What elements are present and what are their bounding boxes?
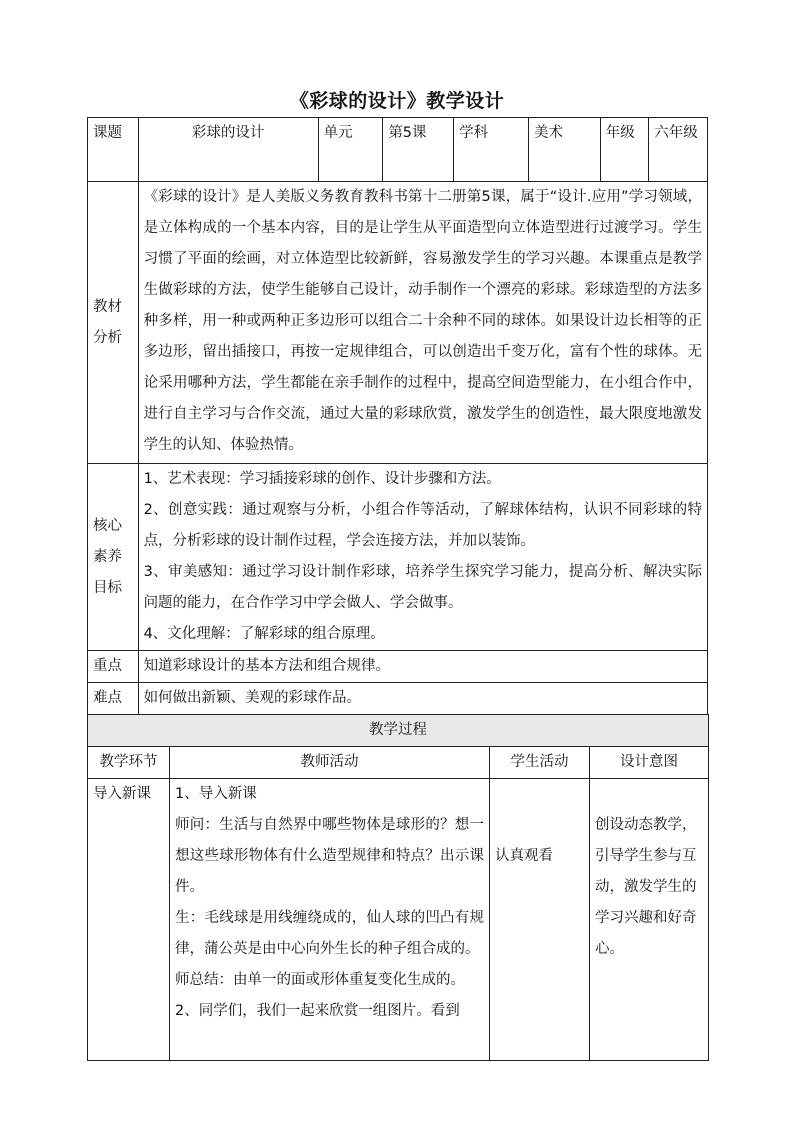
process-columns-row	[88, 747, 709, 779]
difficulty-label: 难点	[88, 683, 139, 715]
course-label: 课题	[88, 118, 139, 182]
goal-item: 3、审美感知：通过学习设计制作彩球，培养学生探究学习能力，提高分析、解决实际问题的能力，在合作学习中学会做人、学会做事。	[143, 564, 702, 611]
process-header-row	[88, 715, 709, 747]
process-header: 教学过程	[88, 715, 709, 747]
column-teacher: 教师活动	[170, 747, 490, 779]
document-title: 《彩球的设计》教学设计	[289, 90, 505, 112]
student-activity-text: 认真观看	[495, 848, 553, 864]
info-table	[87, 117, 708, 715]
teacher-activity-item: 师总结：由单一的面或形体重复变化生成的。	[175, 972, 465, 988]
course-value: 彩球的设计	[138, 118, 318, 182]
grade-value: 六年级	[649, 118, 708, 182]
column-stage: 教学环节	[88, 747, 170, 779]
difficulty-row	[88, 683, 708, 715]
unit-value: 第5课	[383, 118, 454, 182]
teacher-activity-item: 师问：生活与自然界中哪些物体是球形的？想一想这些球形物体有什么造型规律和特点？出示课件。	[175, 817, 484, 895]
teacher-activity-item: 生：毛线球是用线缠绕成的，仙人球的凹凸有规律，蒲公英是由中心向外生长的种子组合成的。	[175, 910, 484, 957]
student-activity-cell	[490, 779, 590, 1061]
subject-value: 美术	[528, 118, 600, 182]
key-point-row	[88, 651, 708, 683]
process-table	[87, 714, 709, 1061]
teacher-activity-cell	[170, 779, 490, 1061]
course-row	[88, 118, 708, 182]
goal-item: 2、创意实践：通过观察与分析，小组合作等活动，了解球体结构，认识不同彩球的特点，分析彩球的设计制作过程，学会连接方法，并加以装饰。	[143, 502, 702, 549]
difficulty-text: 如何做出新颖、美观的彩球作品。	[138, 683, 707, 715]
column-student: 学生活动	[490, 747, 590, 779]
goal-item: 1、艺术表现：学习插接彩球的创作、设计步骤和方法。	[143, 471, 501, 487]
goals-list	[138, 464, 707, 651]
process-row	[88, 779, 709, 1061]
teacher-activity-item: 1、导入新课	[175, 786, 257, 802]
key-point-text: 知道彩球设计的基本方法和组合规律。	[138, 651, 707, 683]
analysis-label: 教材分析	[88, 182, 139, 464]
stage-cell: 导入新课	[88, 779, 170, 1061]
column-intent: 设计意图	[590, 747, 709, 779]
teacher-activity-item: 2、同学们，我们一起来欣赏一组图片。看到	[175, 1003, 460, 1019]
subject-label: 学科	[454, 118, 529, 182]
unit-label: 单元	[318, 118, 383, 182]
goals-row	[88, 464, 708, 651]
goals-label: 核心素养目标	[88, 464, 139, 651]
grade-label: 年级	[600, 118, 649, 182]
intent-text: 创设动态教学，引导学生参与互动，激发学生的学习兴趣和好奇心。	[595, 817, 697, 957]
analysis-text: 《彩球的设计》是人美版义务教育教科书第十二册第5课，属于“设计.应用”学习领域，是立体构成的一个基本内容，目的是让学生从平面造型向立体造型进行过渡学习。学生习惯了平面的绘画，对立体造型比较新鲜，容易激发学生的学习兴趣。本课重点是教学生做彩球的方法，使学生能够自己设计，动手制作一个漂亮的彩球。彩球造型的方法多种多样，用一种或两种正多边形可以组合二十余种不同的球体。如果设计边长相等的正多边形，留出插接口，再按一定规律组合，可以创造出千变万化，富有个性的球体。无论采用哪种方法，学生都能在亲手制作的过程中，提高空间造型能力，在小组合作中，进行自主学习与合作交流，通过大量的彩球欣赏，激发学生的创造性，最大限度地激发学生的认知、体验热情。	[138, 182, 707, 464]
analysis-row	[88, 182, 708, 464]
key-point-label: 重点	[88, 651, 139, 683]
intent-cell	[590, 779, 709, 1061]
goal-item: 4、文化理解：了解彩球的组合原理。	[143, 626, 385, 642]
